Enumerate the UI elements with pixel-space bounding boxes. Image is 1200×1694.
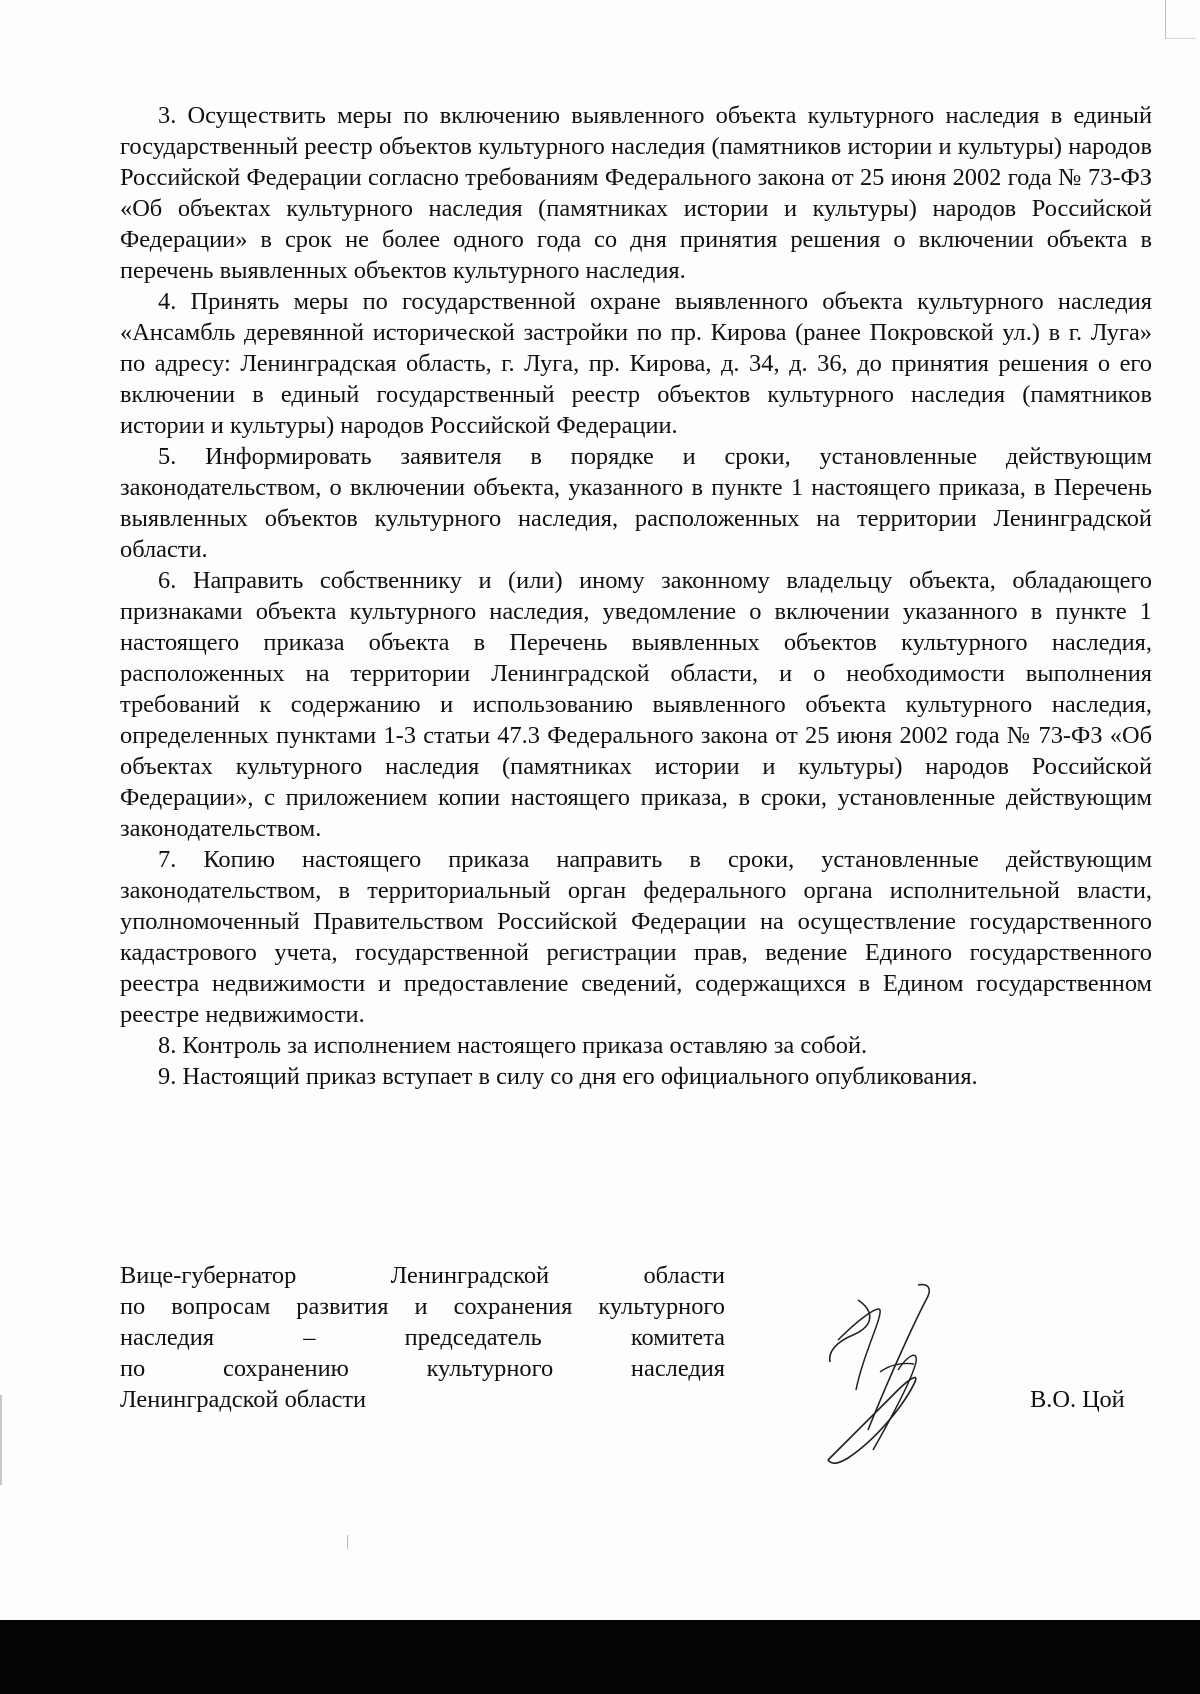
handwritten-signature-icon	[818, 1280, 998, 1470]
signer-title-line: по сохранению культурного наследия	[120, 1355, 725, 1382]
order-item-7: 7. Копию настоящего приказа направить в сроки, установленные действующим законодательством, в территориальный орган федерального органа исполнительной власти, уполномоченный Правительством Российской Федерации на осуществление государственного кадастрового учета, государственной регистрации прав, ведение Единого государственного реестра недвижимости и предоставление сведений, содержащихся в Едином государственном реестре недвижимости.	[120, 846, 1152, 1028]
signer-title-line: наследия – председатель комитета	[120, 1324, 725, 1351]
signer-title-line: по вопросам развития и сохранения культурного	[120, 1293, 725, 1320]
signer-title-line: Вице-губернатор Ленинградской области	[120, 1262, 725, 1289]
scan-edge-speck	[0, 1395, 2, 1485]
scan-edge-mark	[1165, 0, 1196, 39]
order-item-6: 6. Направить собственнику и (или) иному законному владельцу объекта, обладающего признаками объекта культурного наследия, уведомление о включении указанного в пункте 1 настоящего приказа объекта в Перечень выявленных объектов культурного наследия, расположенных на территории Ленинградской области, и о необходимости выполнения требований к содержанию и использованию выявленного объекта культурного наследия, определенных пунктами 1-3 статьи 47.3 Федерального закона от 25 июня 2002 года № 73-ФЗ «Об объектах культурного наследия (памятниках истории и культуры) народов Российской Федерации», с приложением копии настоящего приказа, в сроки, установленные действующим законодательством.	[120, 567, 1152, 842]
order-body	[120, 100, 1152, 1092]
order-item-5: 5. Информировать заявителя в порядке и сроки, установленные действующим законодательством, о включении объекта, указанного в пункте 1 настоящего приказа, в Перечень выявленных объектов культурного наследия, расположенных на территории Ленинградской области.	[120, 443, 1152, 563]
order-item-8: 8. Контроль за исполнением настоящего приказа оставляю за собой.	[158, 1032, 868, 1059]
signer-name: В.О. Цой	[1030, 1386, 1125, 1413]
scan-speck	[347, 1535, 348, 1549]
signer-title-line: Ленинградской области	[120, 1386, 367, 1413]
order-item-9: 9. Настоящий приказ вступает в силу со дня его официального опубликования.	[158, 1063, 978, 1090]
order-item-3: 3. Осуществить меры по включению выявленного объекта культурного наследия в единый государственный реестр объектов культурного наследия (памятников истории и культуры) народов Российской Федерации согласно требованиям Федерального закона от 25 июня 2002 года № 73-ФЗ «Об объектах культурного наследия (памятниках истории и культуры) народов Российской Федерации» в срок не более одного года со дня принятия решения о включении объекта в перечень выявленных объектов культурного наследия.	[120, 102, 1152, 284]
scan-bottom-border	[0, 1620, 1200, 1694]
order-item-4: 4. Принять меры по государственной охране выявленного объекта культурного наследия «Ансамбль деревянной исторической застройки по пр. Кирова (ранее Покровской ул.) в г. Луга» по адресу: Ленинградская область, г. Луга, пр. Кирова, д. 34, д. 36, до принятия решения о его включении в единый государственный реестр объектов культурного наследия (памятников истории и культуры) народов Российской Федерации.	[120, 288, 1152, 439]
signer-title	[120, 1260, 725, 1415]
